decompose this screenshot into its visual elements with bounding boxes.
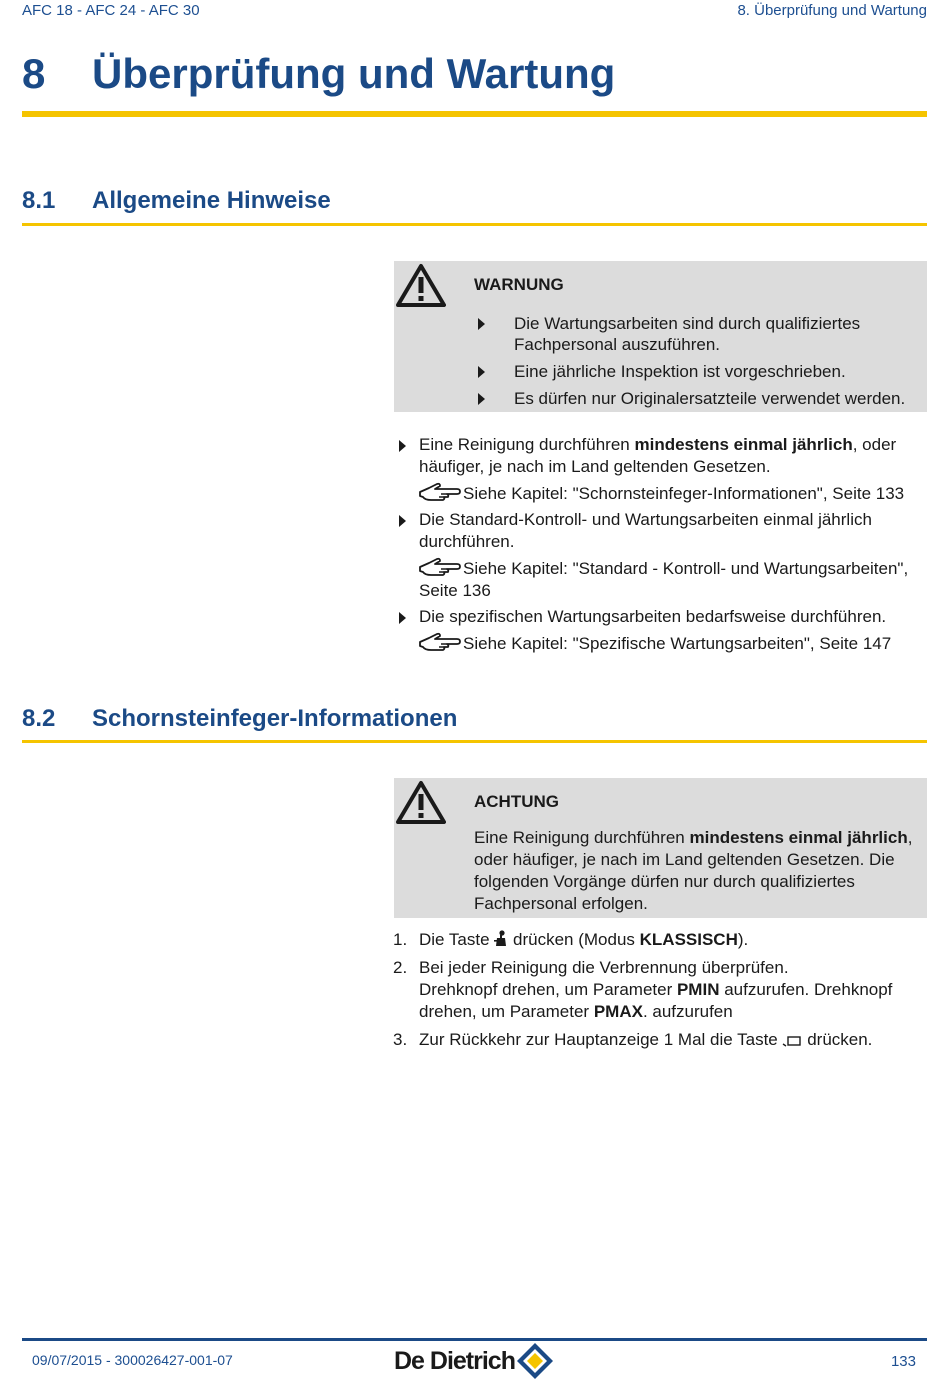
warning-box [394, 261, 927, 412]
return-key-icon [782, 1033, 802, 1047]
section-rule [22, 223, 927, 226]
brand-logo [394, 1342, 554, 1380]
section-rule [22, 740, 927, 743]
step-item: 3. Zur Rückkehr zur Hauptanzeige 1 Mal die Taste drücken. [393, 1030, 873, 1049]
pointing-hand-icon [419, 632, 461, 652]
footer-rule [22, 1338, 927, 1341]
chapter-number: 8 [22, 50, 46, 97]
document-reference: 09/07/2015 - 300026427-001-07 [32, 1352, 233, 1368]
chimney-sweep-key-icon [494, 930, 508, 947]
warning-icon [396, 263, 446, 307]
arrow-right-icon [399, 515, 406, 527]
list-item: Die Standard-Kontroll- und Wartungsarbeiten einmal jährlich durchführen. [395, 509, 925, 553]
caution-text: Eine Reinigung durchführen mindestens einmal jährlich, oder häufiger, je nach im Land geltenden Gesetzen. Die folgenden Vorgänge dürfen nur durch qualifiziertes Fachpersonal erfolgen. [474, 828, 913, 913]
chimney-sweep-steps [393, 929, 927, 1057]
chapter-rule [22, 111, 927, 117]
caution-title: ACHTUNG [474, 792, 559, 811]
section-number: 8.2 [22, 705, 56, 732]
list-item: Eine jährliche Inspektion ist vorgeschrieben. [474, 361, 924, 382]
step-item: 1. Die Taste drücken (Modus KLASSISCH). [393, 930, 749, 949]
arrow-right-icon [478, 318, 485, 330]
running-header-left: AFC 18 - AFC 24 - AFC 30 [22, 2, 200, 19]
section-title-text: Allgemeine Hinweise [92, 187, 331, 214]
general-instructions-list [395, 434, 925, 659]
diamond-logo-icon [516, 1342, 554, 1380]
section-title-8-2 [22, 705, 457, 733]
chapter-title-text: Überprüfung und Wartung [92, 50, 616, 97]
warning-title: WARNUNG [474, 275, 564, 294]
page-number: 133 [890, 1353, 916, 1370]
list-item: Die Wartungsarbeiten sind durch qualifiziertes Fachpersonal auszuführen. [474, 313, 924, 355]
section-number: 8.1 [22, 187, 56, 214]
list-item: Die spezifischen Wartungsarbeiten bedarfsweise durchführen. [395, 606, 925, 628]
arrow-right-icon [399, 440, 406, 452]
brand-logo-text: De Dietrich [394, 1346, 515, 1375]
warning-list [474, 313, 924, 415]
arrow-right-icon [399, 612, 406, 624]
running-header-right: 8. Überprüfung und Wartung [737, 2, 927, 19]
chapter-title [22, 50, 615, 98]
cross-reference[interactable]: Siehe Kapitel: "Spezifische Wartungsarbeiten", Seite 147 [395, 632, 925, 655]
list-item: Eine Reinigung durchführen mindestens einmal jährlich, oder häufiger, je nach im Land geltenden Gesetzen. [395, 434, 925, 478]
list-item: Es dürfen nur Originalersatzteile verwendet werden. [474, 388, 924, 409]
step-item: 2. Bei jeder Reinigung die Verbrennung überprüfen. Drehknopf drehen, um Parameter PMIN aufzurufen. Drehknopf drehen, um Parameter PMAX. aufzurufen [393, 958, 893, 1021]
cross-reference[interactable]: Siehe Kapitel: "Standard - Kontroll- und Wartungsarbeiten", Seite 136 [419, 559, 909, 600]
pointing-hand-icon [419, 557, 461, 577]
arrow-right-icon [478, 366, 485, 378]
warning-icon [396, 780, 446, 824]
pointing-hand-icon [419, 482, 461, 502]
section-title-text: Schornsteinfeger-Informationen [92, 705, 458, 732]
cross-reference[interactable]: Siehe Kapitel: "Schornsteinfeger-Informationen", Seite 133 [395, 482, 925, 505]
caution-box [394, 778, 927, 918]
arrow-right-icon [478, 393, 485, 405]
section-title-8-1 [22, 187, 331, 215]
